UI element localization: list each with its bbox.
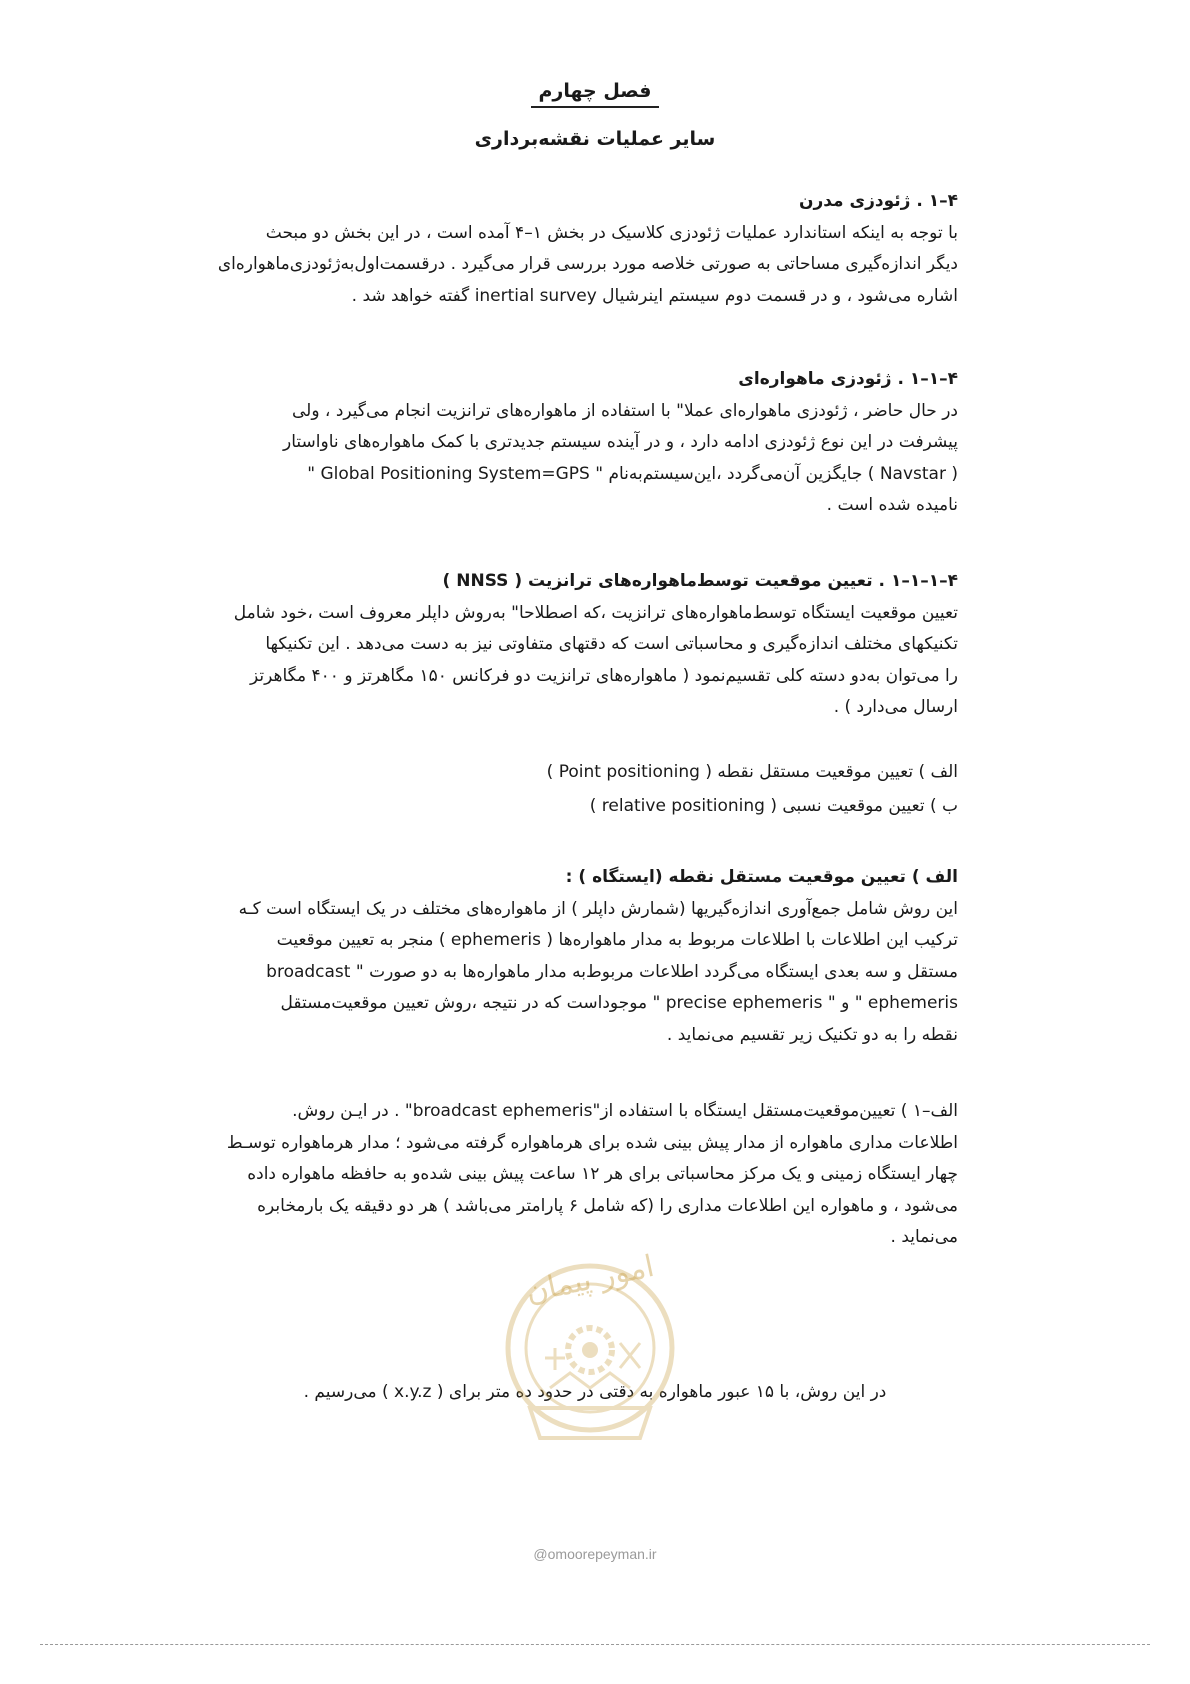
paragraph-line: ephemeris " و " precise ephemeris " موجوداست که در نتیجه ،روش تعیین موقعیت‌مستقل xyxy=(280,993,958,1013)
paragraph-line: نقطه را به دو تکنیک زیر تقسیم می‌نماید . xyxy=(666,1024,958,1045)
paragraph-line: این روش شامل جمع‌آوری اندازه‌گیریها (شمارش داپلر ) از ماهواره‌های مختلف در یک ایستگاه است کـه xyxy=(238,898,958,919)
watermark-handle: @omoorepeyman.ir xyxy=(533,1546,657,1562)
paragraph-line: ارسال می‌دارد ) . xyxy=(833,697,958,717)
paragraph-line: می‌شود ، و ماهواره این اطلاعات مداری را (که شامل ۶ پارامتر می‌باشد ) هر دو دقیقه یک بارمخابره xyxy=(257,1195,958,1216)
paragraph-line: چهار ایستگاه زمینی و یک مرکز محاسباتی برای هر ۱۲ ساعت پیش بینی شده‌و به حافظه ماهواره داده xyxy=(247,1164,958,1184)
section-modern-geodesy xyxy=(122,186,958,312)
section-heading: ۴–۱ . ژئودزی مدرن xyxy=(798,191,958,211)
paragraph-line: می‌نماید . xyxy=(890,1227,958,1247)
paragraph-line: تکنیکهای مختلف اندازه‌گیری و محاسباتی است که دقتهای متفاوتی نیز به دست می‌دهد . این تکنیکها xyxy=(265,634,958,654)
paragraph-line: اشاره می‌شود ، و در قسمت دوم سیستم اینرشیال inertial survey گفته خواهد شد . xyxy=(351,285,958,306)
paragraph-line: را می‌توان به‌دو دسته کلی تقسیم‌نمود ( ماهواره‌های ترانزیت دو فرکانس ۱۵۰ مگاهرتز و ۴۰۰ مگاهرتز xyxy=(249,665,958,686)
paragraph-line: اطلاعات مداری ماهواره از مدار پیش بینی شده برای هرماهواره گرفته می‌شود ؛ مدار هرماهواره توسـط xyxy=(226,1132,958,1153)
paragraph-line: ترکیب این اطلاعات با اطلاعات مربوط به مدار ماهواره‌ها ( ephemeris ) منجر به تعیین موقعیت xyxy=(276,930,958,950)
chapter-subtitle: سایر عملیات نقشه‌برداری xyxy=(474,128,716,150)
section-point-positioning xyxy=(122,862,958,1051)
section-heading: ۴–۱–۱ . ژئودزی ماهواره‌ای xyxy=(738,369,958,389)
watermark-script: امور پیمان xyxy=(522,1248,658,1311)
chapter-title: فصل چهارم xyxy=(0,80,1190,102)
paragraph-line: با توجه به اینکه استاندارد عملیات ژئودزی کلاسیک در بخش ۱–۴ آمده است ، در این بخش دو مبحث xyxy=(265,222,958,243)
paragraph-line: مستقل و سه بعدی ایستگاه می‌گردد اطلاعات مربوط‌به مدار ماهواره‌ها به دو صورت " broadcast xyxy=(266,961,958,982)
section-heading: الف ) تعیین موقعیت مستقل نقطه (ایستگاه ) : xyxy=(565,867,958,887)
closing-sentence: در این روش، با ۱۵ عبور ماهواره به دقتی در حدود ده متر برای ( x.y.z ) می‌رسیم . xyxy=(303,1382,887,1402)
paragraph-line: دیگر اندازه‌گیری مساحاتی به صورتی خلاصه مورد بررسی قرار می‌گیرد . درقسمت‌اول‌به‌ژئودزی‌ماهواره‌ای xyxy=(217,254,958,274)
list-item-relative-positioning: ب ) تعیین موقعیت نسبی ( relative positioning ) xyxy=(589,796,958,816)
paragraph-line: نامیده شده است . xyxy=(826,495,958,515)
paragraph-line: ( Navstar ) جایگزین آن‌می‌گردد ،این‌سیستم‌به‌نام " Global Positioning System=GPS " xyxy=(307,463,958,484)
section-transit-positioning xyxy=(122,566,958,724)
paragraph-line: الف–۱ ) تعیین‌موقعیت‌مستقل ایستگاه با استفاده از"broadcast ephemeris" . در ایـن روش. xyxy=(292,1101,958,1121)
paragraph-line: در حال حاضر ، ژئودزی ماهواره‌ای عملا" با استفاده از ماهواره‌های ترانزیت انجام می‌گیرد ، ولی xyxy=(291,400,958,421)
paragraph-line: پیشرفت در این نوع ژئودزی ادامه دارد ، و در آینده سیستم جدیدتری با کمک ماهواره‌های ناواستار xyxy=(283,432,958,452)
section-broadcast-ephemeris xyxy=(122,1096,958,1254)
paragraph-line: تعیین موقعیت ایستگاه توسط‌ماهواره‌های ترانزیت ،که اصطلاحا" به‌روش داپلر معروف است ،خود شامل xyxy=(233,602,958,623)
list-item-point-positioning: الف ) تعیین موقعیت مستقل نقطه ( Point positioning ) xyxy=(546,762,958,782)
page-bottom-divider xyxy=(40,1644,1150,1645)
section-satellite-geodesy xyxy=(122,364,958,522)
section-heading: ۴–۱–۱–۱ . تعیین موقعیت توسط‌ماهواره‌های ترانزیت ( NNSS ) xyxy=(442,571,958,591)
